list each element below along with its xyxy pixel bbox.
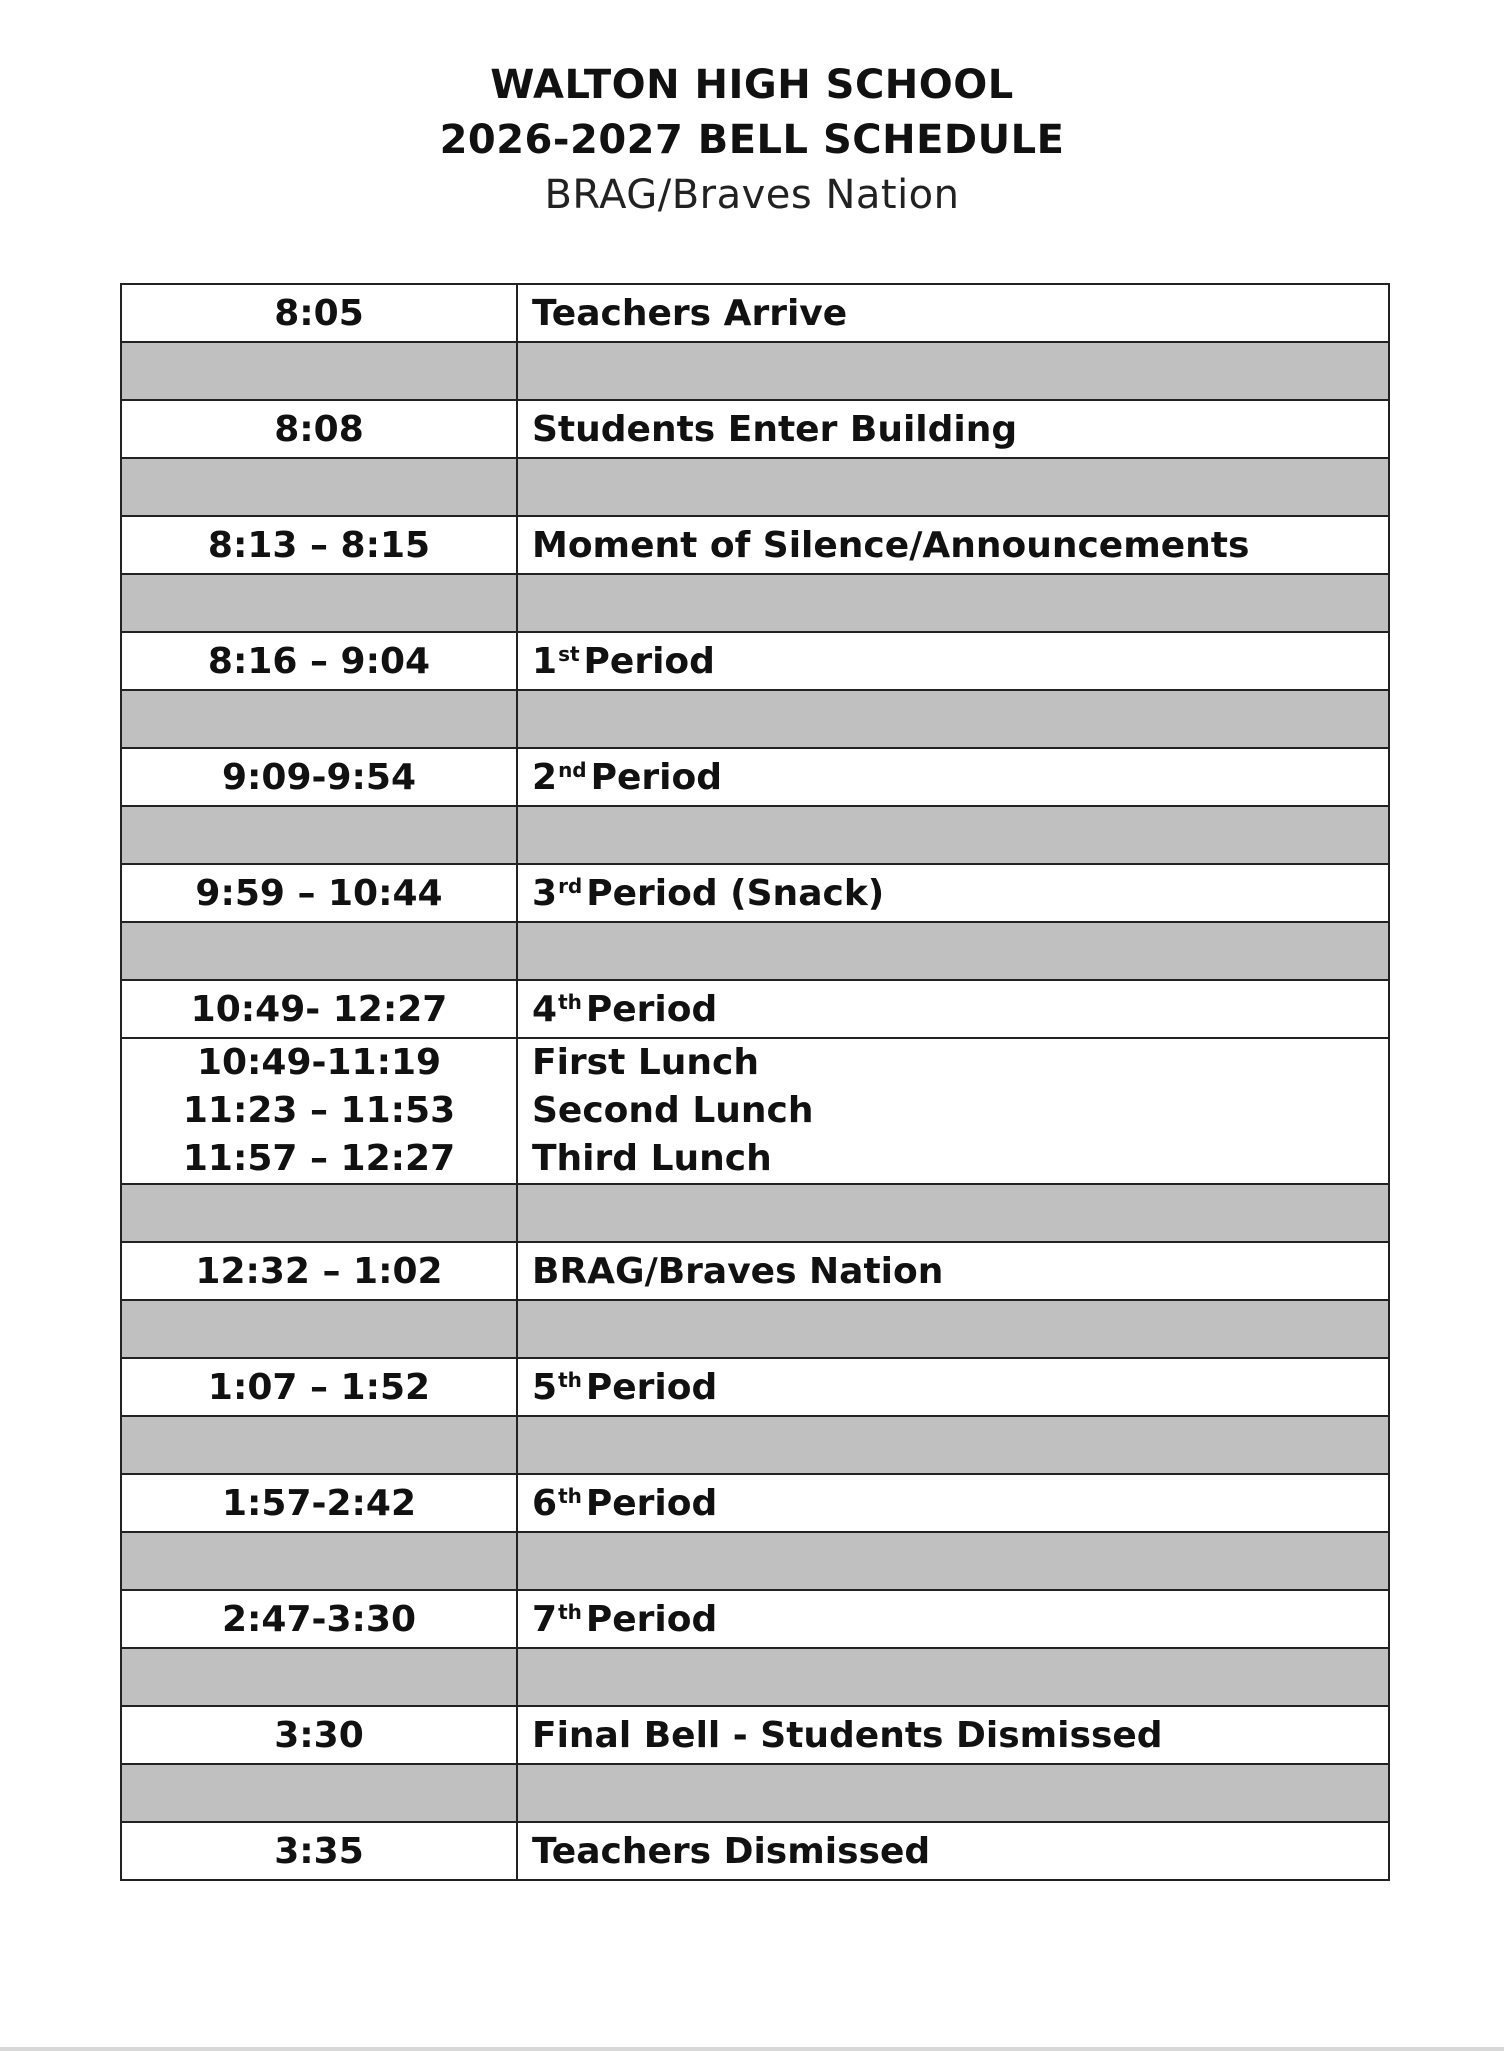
time-cell: 10:49- 12:27 (121, 980, 517, 1038)
period-number: 3 (532, 872, 558, 914)
separator-row (121, 1184, 1389, 1242)
schedule-row-period-2 (121, 748, 1389, 806)
separator-row (121, 342, 1389, 400)
separator-row (121, 690, 1389, 748)
period-number: 5 (532, 1366, 558, 1408)
time-cell: 8:13 – 8:15 (121, 516, 517, 574)
time-cell: 12:32 – 1:02 (121, 1242, 517, 1300)
separator-row (121, 1648, 1389, 1706)
ordinal-suffix: rd (558, 873, 583, 898)
event-cell: Teachers Arrive (517, 284, 1389, 342)
time-cell: 8:08 (121, 400, 517, 458)
schedule-row-final-bell (121, 1706, 1389, 1764)
schedule-row-period-3 (121, 864, 1389, 922)
ordinal-suffix: th (558, 1599, 582, 1624)
period-label: Period (583, 640, 715, 682)
schedule-title: 2026-2027 BELL SCHEDULE (439, 117, 1065, 163)
event-cell: Moment of Silence/Announcements (517, 516, 1389, 574)
separator-row (121, 574, 1389, 632)
event-cell (517, 748, 1389, 806)
separator-row (121, 922, 1389, 980)
event-cell (517, 980, 1389, 1038)
event-cell: BRAG/Braves Nation (517, 1242, 1389, 1300)
separator-row (121, 1532, 1389, 1590)
time-cell: 1:57-2:42 (121, 1474, 517, 1532)
document-header (0, 58, 1504, 223)
schedule-row-moment-of-silence (121, 516, 1389, 574)
ordinal-suffix: th (558, 1367, 582, 1392)
time-cell: 8:05 (121, 284, 517, 342)
ordinal-suffix: nd (558, 757, 587, 782)
lunch-label: Third Lunch (532, 1138, 772, 1179)
separator-row (121, 1416, 1389, 1474)
time-cell: 2:47-3:30 (121, 1590, 517, 1648)
schedule-row-brag (121, 1242, 1389, 1300)
ordinal-suffix: th (558, 989, 582, 1014)
schedule-row-teachers-dismissed (121, 1822, 1389, 1880)
period-number: 7 (532, 1598, 558, 1640)
period-label: Period (590, 756, 723, 798)
separator-row (121, 1300, 1389, 1358)
event-cell: Students Enter Building (517, 400, 1389, 458)
event-cell: Teachers Dismissed (517, 1822, 1389, 1880)
time-cell: 9:09-9:54 (121, 748, 517, 806)
page-bottom-edge (0, 2047, 1504, 2051)
event-cell (517, 1474, 1389, 1532)
time-cell: 9:59 – 10:44 (121, 864, 517, 922)
schedule-row-period-4 (121, 980, 1389, 1038)
school-name: WALTON HIGH SCHOOL (490, 62, 1014, 108)
time-cell: 3:35 (121, 1822, 517, 1880)
schedule-row-lunches (121, 1038, 1389, 1184)
period-label: Period (Snack) (586, 872, 885, 914)
period-number: 6 (532, 1482, 558, 1524)
separator-row (121, 1764, 1389, 1822)
period-label: Period (585, 1482, 718, 1524)
separator-row (121, 806, 1389, 864)
lunch-time: 11:57 – 12:27 (182, 1138, 456, 1179)
lunch-label: First Lunch (532, 1042, 760, 1083)
separator-row (121, 458, 1389, 516)
event-cell: Final Bell - Students Dismissed (517, 1706, 1389, 1764)
lunch-time: 10:49-11:19 (196, 1042, 442, 1083)
ordinal-suffix: st (558, 641, 580, 666)
lunch-time: 11:23 – 11:53 (182, 1090, 456, 1131)
event-cell (517, 1358, 1389, 1416)
ordinal-suffix: th (558, 1483, 582, 1508)
event-cell (517, 1038, 1389, 1184)
schedule-row-period-6 (121, 1474, 1389, 1532)
time-cell: 8:16 – 9:04 (121, 632, 517, 690)
schedule-row-teachers-arrive (121, 284, 1389, 342)
schedule-row-period-5 (121, 1358, 1389, 1416)
period-number: 2 (532, 756, 558, 798)
time-cell: 1:07 – 1:52 (121, 1358, 517, 1416)
time-cell (121, 1038, 517, 1184)
period-label: Period (585, 988, 718, 1030)
schedule-row-period-7 (121, 1590, 1389, 1648)
event-cell (517, 1590, 1389, 1648)
bell-schedule-table (120, 283, 1390, 1881)
event-cell (517, 864, 1389, 922)
schedule-subtitle: BRAG/Braves Nation (544, 172, 960, 218)
lunch-label: Second Lunch (532, 1090, 814, 1131)
period-label: Period (585, 1598, 718, 1640)
period-number: 4 (532, 988, 558, 1030)
period-number: 1 (532, 640, 558, 682)
period-label: Period (585, 1366, 718, 1408)
event-cell (517, 632, 1389, 690)
schedule-row-students-enter (121, 400, 1389, 458)
time-cell: 3:30 (121, 1706, 517, 1764)
schedule-row-period-1 (121, 632, 1389, 690)
